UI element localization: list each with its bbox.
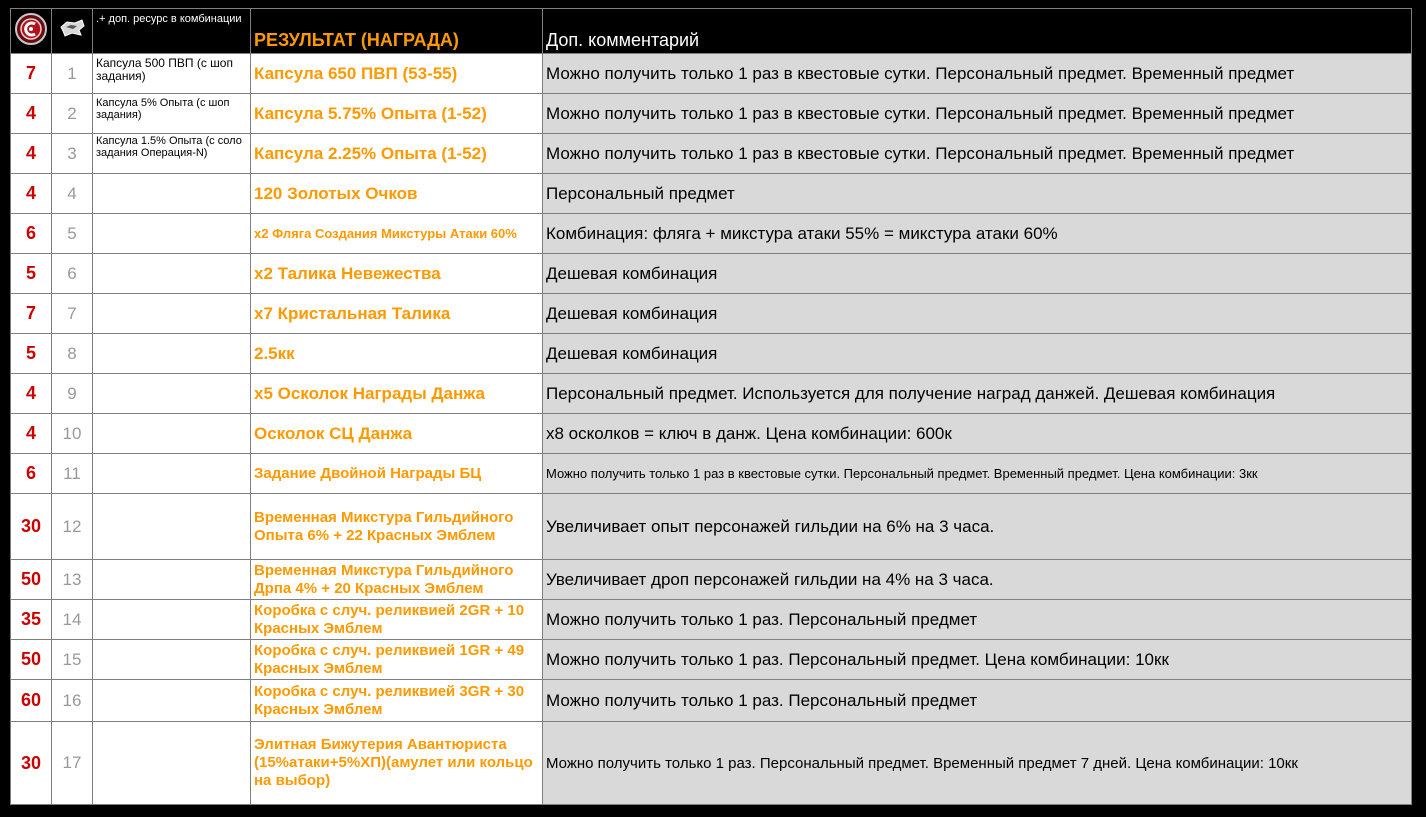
reward: x2 Талика Невежества — [251, 254, 543, 294]
table-row — [11, 680, 1412, 722]
comment: Персональный предмет. Используется для получение наград данжей. Дешевая комбинация — [543, 374, 1412, 414]
row-number: 4 — [52, 174, 93, 214]
emblem-qty: 60 — [11, 680, 52, 722]
table-row — [11, 414, 1412, 454]
comment: Можно получить только 1 раз в квестовые сутки. Персональный предмет. Временный предмет. Цена комбинации: 3кк — [543, 454, 1412, 494]
comment: Комбинация: фляга + микстура атаки 55% = микстура атаки 60% — [543, 214, 1412, 254]
row-number: 16 — [52, 680, 93, 722]
emblem-qty: 6 — [11, 214, 52, 254]
additional-resource — [93, 600, 251, 640]
comment: Можно получить только 1 раз. Персональный предмет — [543, 600, 1412, 640]
additional-resource — [93, 134, 251, 174]
emblem-qty: 4 — [11, 174, 52, 214]
reward: 2.5кк — [251, 334, 543, 374]
reward: Капсула 5.75% Опыта (1-52) — [251, 94, 543, 134]
row-number: 10 — [52, 414, 93, 454]
row-number: 2 — [52, 94, 93, 134]
emblem-qty: 4 — [11, 414, 52, 454]
comment: Можно получить только 1 раз в квестовые сутки. Персональный предмет. Временный предмет — [543, 134, 1412, 174]
additional-resource — [93, 494, 251, 560]
reward: Задание Двойной Награды БЦ — [251, 454, 543, 494]
result-header: РЕЗУЛЬТАТ (НАГРАДА) — [251, 9, 543, 54]
combination-item-icon — [55, 12, 89, 46]
table-row — [11, 640, 1412, 680]
table-row — [11, 54, 1412, 94]
reward: Временная Микстура Гильдийного Опыта 6% + 22 Красных Эмблем — [251, 494, 543, 560]
table-row — [11, 454, 1412, 494]
additional-resource-header: .+ доп. ресурс в комбинации — [93, 9, 251, 54]
reward: Элитная Бижутерия Авантюриста (15%атаки+5%ХП)(амулет или кольцо на выбор) — [251, 722, 543, 805]
comment: Увеличивает дроп персонажей гильдии на 4% на 3 часа. — [543, 560, 1412, 600]
emblem-qty: 4 — [11, 374, 52, 414]
reward: Осколок СЦ Данжа — [251, 414, 543, 454]
row-number: 15 — [52, 640, 93, 680]
emblem-qty: 7 — [11, 54, 52, 94]
reward: Коробка с случ. реликвией 1GR + 49 Красных Эмблем — [251, 640, 543, 680]
table-row — [11, 174, 1412, 214]
comment: Можно получить только 1 раз в квестовые сутки. Персональный предмет. Временный предмет — [543, 94, 1412, 134]
row-number: 3 — [52, 134, 93, 174]
comment: Увеличивает опыт персонажей гильдии на 6% на 3 часа. — [543, 494, 1412, 560]
additional-resource: Капсула 5% Опыта (с шоп задания) — [93, 94, 251, 134]
table-row — [11, 600, 1412, 640]
comment: Можно получить только 1 раз в квестовые сутки. Персональный предмет. Временный предмет — [543, 54, 1412, 94]
emblem-qty: 4 — [11, 94, 52, 134]
comment: Дешевая комбинация — [543, 334, 1412, 374]
comment: x8 осколков = ключ в данж. Цена комбинации: 600к — [543, 414, 1412, 454]
comment: Можно получить только 1 раз. Персональный предмет. Временный предмет 7 дней. Цена комбинации: 10кк — [543, 722, 1412, 805]
additional-resource — [93, 680, 251, 722]
row-number: 9 — [52, 374, 93, 414]
additional-resource — [93, 640, 251, 680]
additional-resource — [93, 334, 251, 374]
table-row — [11, 334, 1412, 374]
table-row — [11, 134, 1412, 174]
emblem-qty: 30 — [11, 494, 52, 560]
emblem-qty: 4 — [11, 134, 52, 174]
reward: x7 Кристальная Талика — [251, 294, 543, 334]
reward: 120 Золотых Очков — [251, 174, 543, 214]
rewards-table — [10, 8, 1412, 805]
red-emblem-icon — [14, 12, 48, 46]
comment-header: Доп. комментарий — [543, 9, 1412, 54]
additional-resource-text: Капсула 1.5% Опыта (с соло задания Операция-N) — [96, 135, 242, 159]
comment: Можно получить только 1 раз. Персональный предмет. Цена комбинации: 10кк — [543, 640, 1412, 680]
table-row — [11, 94, 1412, 134]
row-number: 7 — [52, 294, 93, 334]
comment: Дешевая комбинация — [543, 294, 1412, 334]
table-row — [11, 560, 1412, 600]
row-number: 6 — [52, 254, 93, 294]
reward: x2 Фляга Создания Микстуры Атаки 60% — [251, 214, 543, 254]
additional-resource — [93, 722, 251, 805]
comment: Персональный предмет — [543, 174, 1412, 214]
additional-resource — [93, 374, 251, 414]
row-number: 1 — [52, 54, 93, 94]
additional-resource — [93, 254, 251, 294]
emblem-qty: 50 — [11, 640, 52, 680]
row-number: 8 — [52, 334, 93, 374]
reward: Капсула 650 ПВП (53-55) — [251, 54, 543, 94]
additional-resource — [93, 214, 251, 254]
emblem-qty: 50 — [11, 560, 52, 600]
comment: Дешевая комбинация — [543, 254, 1412, 294]
row-number: 11 — [52, 454, 93, 494]
table-row — [11, 494, 1412, 560]
reward: Временная Микстура Гильдийного Дрпа 4% + 20 Красных Эмблем — [251, 560, 543, 600]
header-row — [11, 9, 1412, 54]
emblem-column-header — [11, 9, 52, 54]
table-row — [11, 374, 1412, 414]
reward: Коробка с случ. реликвией 3GR + 30 Красных Эмблем — [251, 680, 543, 722]
additional-resource: Капсула 500 ПВП (с шоп задания) — [93, 54, 251, 94]
row-number: 17 — [52, 722, 93, 805]
additional-resource — [93, 174, 251, 214]
emblem-qty: 7 — [11, 294, 52, 334]
emblem-qty: 30 — [11, 722, 52, 805]
emblem-qty: 5 — [11, 334, 52, 374]
reward: Коробка с случ. реликвией 2GR + 10 Красных Эмблем — [251, 600, 543, 640]
additional-resource — [93, 560, 251, 600]
comment: Можно получить только 1 раз. Персональный предмет — [543, 680, 1412, 722]
additional-resource — [93, 414, 251, 454]
table-row — [11, 254, 1412, 294]
reward: x5 Осколок Награды Данжа — [251, 374, 543, 414]
table-row — [11, 722, 1412, 805]
table-row — [11, 214, 1412, 254]
additional-resource — [93, 294, 251, 334]
row-number: 13 — [52, 560, 93, 600]
item-column-header — [52, 9, 93, 54]
table-row — [11, 294, 1412, 334]
emblem-qty: 6 — [11, 454, 52, 494]
row-number: 14 — [52, 600, 93, 640]
emblem-qty: 5 — [11, 254, 52, 294]
additional-resource — [93, 454, 251, 494]
emblem-qty: 35 — [11, 600, 52, 640]
row-number: 12 — [52, 494, 93, 560]
reward: Капсула 2.25% Опыта (1-52) — [251, 134, 543, 174]
row-number: 5 — [52, 214, 93, 254]
